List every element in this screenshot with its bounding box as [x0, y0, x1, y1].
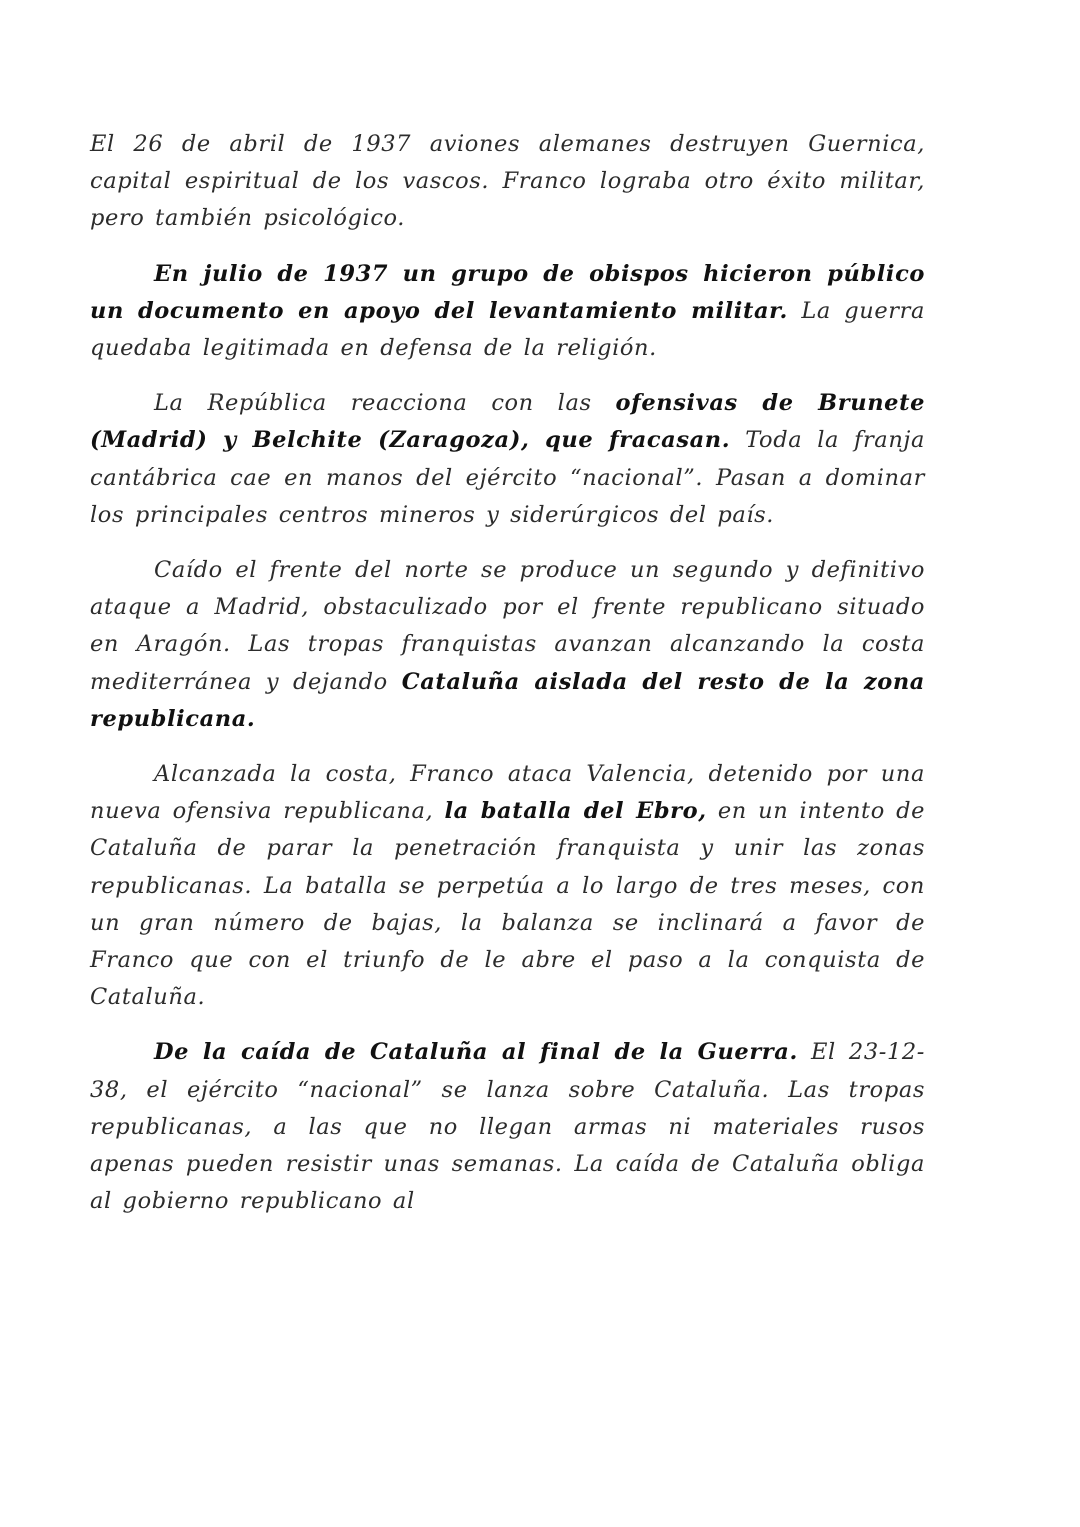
text-run: Alcanzada la costa, Franco ataca Valencia, detenido por una nueva ofensiva republicana,	[90, 761, 925, 825]
paragraph-frente-norte	[90, 552, 925, 738]
paragraph-caida-cataluna	[90, 1034, 925, 1220]
text-run: en un intento de Cataluña de parar la penetración franquista y unir las zonas republicanas. La batalla se perpetúa a lo largo de tres meses, con un gran número de bajas, la balanza se inclinará a favor de Franco que con el triunfo de le abre el paso a la conquista de Cataluña.	[90, 798, 925, 1011]
text-run-bold: la batalla del Ebro,	[444, 798, 707, 825]
text-run-bold: ofensivas de Brunete (Madrid) y Belchite (Zaragoza), que fracasan.	[90, 390, 925, 454]
text-run-bold: De la caída de Cataluña al final de la Guerra.	[154, 1039, 798, 1066]
text-run: La guerra quedaba legitimada en defensa de la religión.	[90, 297, 926, 362]
text-run-bold: Cataluña aislada del resto de la zona republicana.	[90, 668, 925, 732]
paragraph-batalla-ebro	[90, 756, 925, 1016]
paragraph-brunete-belchite	[90, 385, 925, 534]
text-run-bold: En julio de 1937 un grupo de obispos hicieron público un documento en apoyo del levantamiento militar.	[90, 260, 925, 324]
text-run: Toda la franja cantábrica cae en manos del ejército “nacional”. Pasan a dominar los principales centros mineros y siderúrgicos del país.	[90, 427, 926, 528]
text-run: El 26 de abril de 1937 aviones alemanes destruyen Guernica, capital espiritual de los vascos. Franco lograba otro éxito militar, pero también psicológico.	[90, 131, 925, 232]
paragraph-obispos	[90, 256, 925, 368]
paragraph-guernica	[90, 126, 925, 238]
text-run: Caído el frente del norte se produce un segundo y definitivo ataque a Madrid, obstaculizado por el frente republicano situado en Aragón. Las tropas franquistas avanzan alcanzando la costa mediterránea y dejando	[90, 557, 925, 695]
text-run: La República reacciona con las	[154, 390, 616, 417]
text-run: El 23-12-38, el ejército “nacional” se lanza sobre Cataluña. Las tropas republicanas, a las que no llegan armas ni materiales rusos apenas pueden resistir unas semanas. La caída de Cataluña obliga al gobierno republicano al	[90, 1039, 926, 1215]
document-page	[90, 126, 925, 1238]
